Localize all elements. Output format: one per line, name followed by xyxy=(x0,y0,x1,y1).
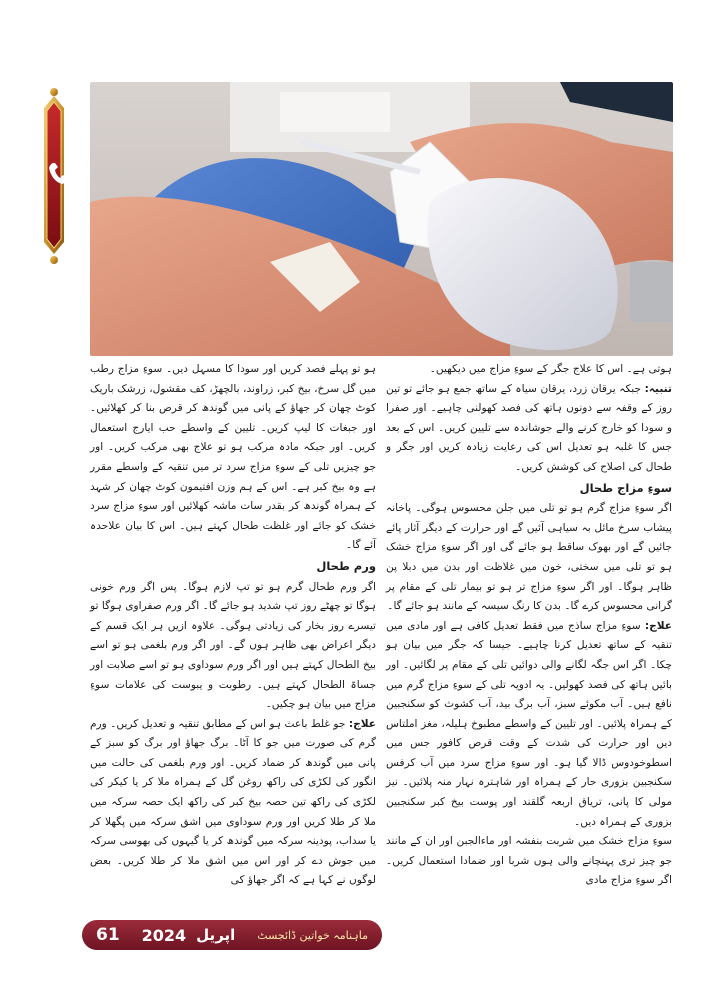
paragraph-continued: ہو تو پہلے فصد کریں اور سودا کا مسہل دیں۔ سوءِ مزاج رطب میں گل سرخ، بیخ کبر، زراوند، بالچھڑ، کف مقشول، زرشک باریک کوٹ چھان کر جھاؤ کے پانی میں گوندھ کر قرص بنا کر کھلائیں۔ اور جبغات کا لیپ کریں۔ تلیین کے واسطے حب ایارج استعمال کریں۔ اور جبکہ مادہ مرکب ہو تو علاج بھی مرکب کریں۔ اور جو چیزیں تلی کے سوءِ مزاج سرد تر میں تنقیہ کے واسطے مقرر ہے وہ بیخ کبر ہے۔ اس کے ہم وزن افتیمون کوٹ چھان کر شہد کے ہمراہ گوندھ کر بقدر سات ماشہ کھلائیں اور سوءِ مزاج سرد خشک کو جائے اور غلظت طحال کہتے ہیں۔ اس کا بیان علاحدہ آئے گا۔ xyxy=(90,363,376,552)
paragraph-symptoms: اگر سوءِ مزاج گرم ہو تو تلی میں جلن محسوس ہوگی۔ پاخانہ پیشاب سرخ مائل بہ سیاہی آئیں گے اور حرارت کے دیگر آثار پائے جائیں گے اور بھوک ساقط ہو جائے گی اور اگر سوءِ مزاج خشک ہو تو تلی میں سختی، خون میں غلاظت اور بدن میں دبلا پن ظاہر ہوگا۔ اور اگر سوءِ مزاج تر ہو تو بیمار تلی کے مقام پر گرانی محسوس کرے گا۔ بدن کا رنگ سیسہ کے مانند ہو جائے گا۔ xyxy=(386,502,672,613)
phone-ornament-icon xyxy=(34,86,74,266)
issue-year: 2024 xyxy=(141,925,187,945)
treatment-photo xyxy=(90,82,673,356)
paragraph-caution xyxy=(386,380,672,478)
page-number: 61 xyxy=(96,925,120,945)
treatment-text: سوءِ مزاج ساذج میں فقط تعدیل کافی ہے اور مادی میں تنقیہ کے ساتھ تعدیل کرنا چاہیے۔ جیسا کہ جگر میں بیان ہو چکا۔ اگر اس جگہ لگانے والی دوائیں تلی کے مقام پر لگائیں۔ اور بائیں ہاتھ کی فصد کھولیں۔ یہ ادویہ تلی کے سوءِ مزاج گرم میں نافع ہیں۔ آب مکوئے سبز، آب برگ بید، آب کشوث کو سکنجبین کے ہمراہ پلائیں۔ اور تلیین کے واسطے مطبوخ ہلیلہ، مغز املتاس دیں اور حرارت کی شدت کے وقت قرص کافور جس میں اسطوخودوس ڈالا گیا ہو۔ اور سوءِ مزاج سرد میں آب کرفس سکنجبین بزوری حار کے ہمراہ اور شاہترہ نہار منہ پلائیں۔ نیز مولی کا پانی، تریاق اربعہ گلقند اور پوست بیخ کبر سکنجبین بزوری کے ہمراہ دیں۔ xyxy=(386,619,672,828)
issue-date xyxy=(142,926,236,945)
issue-month: اپریل xyxy=(196,925,236,944)
swelling-treatment-text: جو غلط باعث ہو اس کے مطابق تنقیہ و تعدیل کریں۔ ورم گرم کی صورت میں جو کا آٹا۔ برگ جھاؤ اور برگ کو سبز کے پانی میں گوندھ کر ضماد کریں۔ اور ورم بلغمی کی حالت میں انگور کی لکڑی کی راکھ روغن گل کے ہمراہ ملا کر یا کیکر کی لکڑی کی راکھ تین حصہ بیخ کبر کی راکھ ایک حصہ سرکہ میں ملا کر طلا کریں اور ورم سوداوی میں اشق سرکہ میں پگھلا کر یا سداب، پودینہ سرکہ میں گوندھ کر یا گیہوں کی بھوسی سرکہ میں جوش دے کر اور اس میں اشق ملا کر طلا کریں۔ بعض لوگوں نے کہا ہے کہ اگر جھاؤ کی xyxy=(90,717,376,887)
treatment-label: علاج: xyxy=(644,619,672,632)
paragraph-swelling-treatment xyxy=(90,715,376,891)
swelling-treatment-label: علاج: xyxy=(348,717,376,730)
caution-text: جبکہ یرقان زرد، یرقان سیاہ کے ساتھ جمع ہو جائے تو تین روز کے وقفہ سے دونوں ہاتھ کی فصد کھولنی چاہیے۔ اور صفرا و سودا کو خارج کرنے والے جوشاندہ سے تلیین کریں۔ اس کے بعد جس کا غلبہ ہو تعدیل اس کی رعایت زیادہ کریں اور جگر و طحال کی اصلاح کی کوشش کریں۔ xyxy=(386,382,672,473)
paragraph-dry-temperament: سوءِ مزاج خشک میں شربت بنفشہ اور ماءالجبن اور ان کے مانند جو چیز تری پہنچانے والی ہوں شربا اور ضمادا استعمال کریں۔ اگر سوءِ مزاج مادی xyxy=(386,835,672,887)
side-decoration-panel xyxy=(0,0,78,997)
caution-label: تنبیہ: xyxy=(644,382,672,395)
magazine-name: ماہنامہ خواتین ڈائجسٹ xyxy=(257,928,368,942)
page-footer xyxy=(82,920,382,950)
paragraph-treatment xyxy=(386,617,672,833)
paragraph-swelling-symptoms: اگر ورم طحال گرم ہو تو تپ لازم ہوگا۔ پس اگر ورم خونی ہوگا تو چھٹے روز تپ شدید ہو جائے گا۔ اگر ورم صفراوی ہوگا تو تیسرے روز بخار کی زیادتی ہوگی۔ علاوہ ازیں ہر ایک قسم کے دیگر اعراض بھی ظاہر ہوں گے۔ اور اگر ورم بلغمی ہو تو اسے بیخ الطحال کہتے ہیں اور اگر ورم سوداوی ہو تو اسے صلابت اور جساۃ الطحال کہتے ہیں۔ رطوبت و یبوست کی علامات سوءِ مزاج میں بیان ہو چکیں۔ xyxy=(90,580,376,711)
text-column-left xyxy=(90,360,376,891)
paragraph-1: ہوتی ہے۔ اس کا علاج جگر کے سوءِ مزاج میں دیکھیں۔ xyxy=(429,363,672,375)
text-column-right xyxy=(386,360,672,891)
heading-spleen-swelling: ورم طحال xyxy=(316,558,376,573)
heading-spleen-temperament: سوءِ مزاج طحال xyxy=(579,480,672,495)
